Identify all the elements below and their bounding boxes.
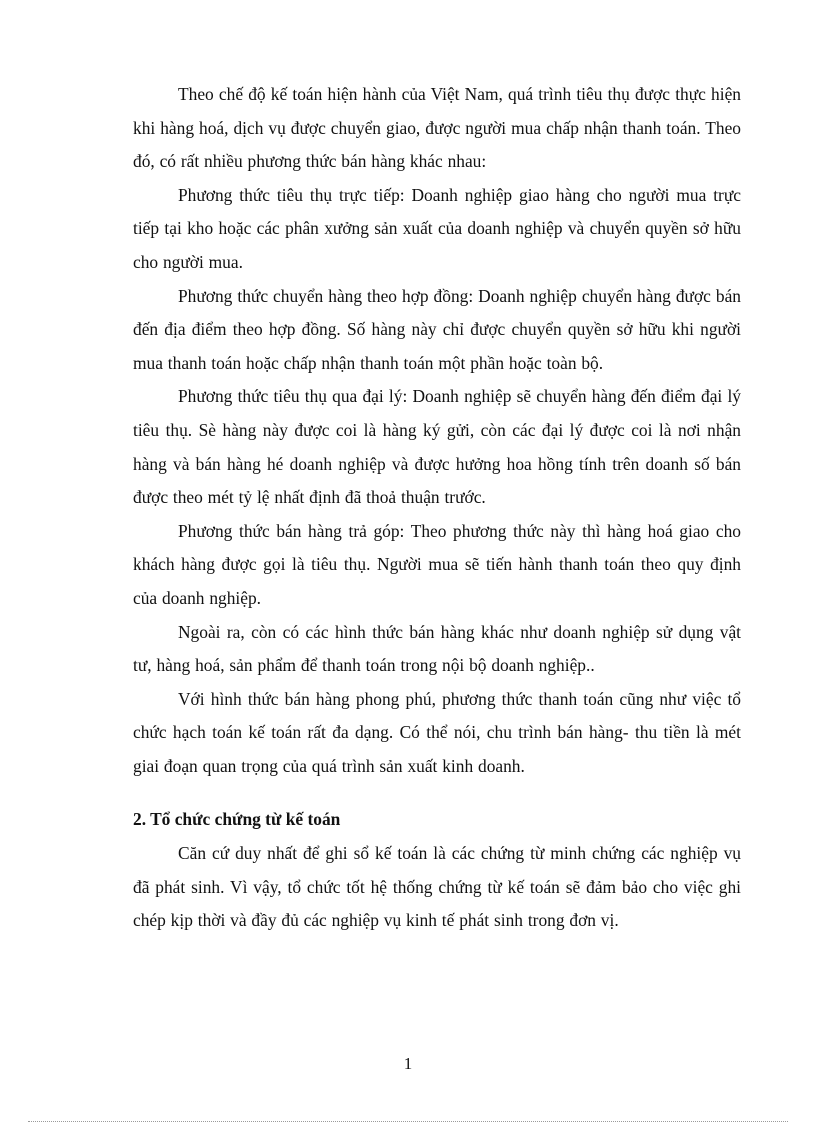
page-number: 1	[403, 1054, 413, 1073]
body-paragraph: Phương thức chuyển hàng theo hợp đồng: Doanh nghiệp chuyển hàng được bán đến địa điểm theo hợp đồng. Số hàng này chỉ được chuyển quyền sở hữu khi người mua thanh toán hoặc chấp nhận thanh toán một phần hoặc toàn bộ.	[133, 285, 741, 373]
section-heading: 2. Tổ chức chứng từ kế toán	[133, 809, 341, 830]
body-paragraph: Phương thức bán hàng trả góp: Theo phương thức này thì hàng hoá giao cho khách hàng được gọi là tiêu thụ. Người mua sẽ tiến hành thanh toán theo quy định của doanh nghiệp.	[133, 520, 741, 608]
body-paragraph: Căn cứ duy nhất để ghi sổ kế toán là các chứng từ minh chứng các nghiệp vụ đã phát sinh. Vì vậy, tổ chức tốt hệ thống chứng từ kế toán sẽ đảm bảo cho việc ghi chép kịp thời và đầy đủ các nghiệp vụ kinh tế phát sinh trong đơn vị.	[133, 843, 741, 931]
body-paragraph: Phương thức tiêu thụ qua đại lý: Doanh nghiệp sẽ chuyển hàng đến điểm đại lý tiêu thụ. Sè hàng này được coi là hàng ký gửi, còn các đại lý được coi là nơi nhận hàng và bán hàng hé doanh nghiệp và được hưởng hoa hồng tính trên doanh số bán được theo mét tỷ lệ nhất định đã thoả thuận trước.	[133, 386, 741, 508]
footer-divider	[28, 1121, 788, 1122]
body-paragraph: Phương thức tiêu thụ trực tiếp: Doanh nghiệp giao hàng cho người mua trực tiếp tại kho hoặc các phân xưởng sản xuất của doanh nghiệp và chuyển quyền sở hữu cho người mua.	[133, 184, 741, 272]
body-paragraph: Với hình thức bán hàng phong phú, phương thức thanh toán cũng như việc tổ chức hạch toán kế toán rất đa dạng. Có thể nói, chu trình bán hàng- thu tiền là mét giai đoạn quan trọng của quá trình sản xuất kinh doanh.	[133, 688, 741, 776]
document-body	[133, 78, 741, 938]
body-paragraph: Ngoài ra, còn có các hình thức bán hàng khác như doanh nghiệp sử dụng vật tư, hàng hoá, sản phẩm để thanh toán trong nội bộ doanh nghiệp..	[133, 621, 741, 676]
body-paragraph: Theo chế độ kế toán hiện hành của Việt Nam, quá trình tiêu thụ được thực hiện khi hàng hoá, dịch vụ được chuyển giao, được người mua chấp nhận thanh toán. Theo đó, có rất nhiều phương thức bán hàng khác nhau:	[133, 84, 741, 172]
